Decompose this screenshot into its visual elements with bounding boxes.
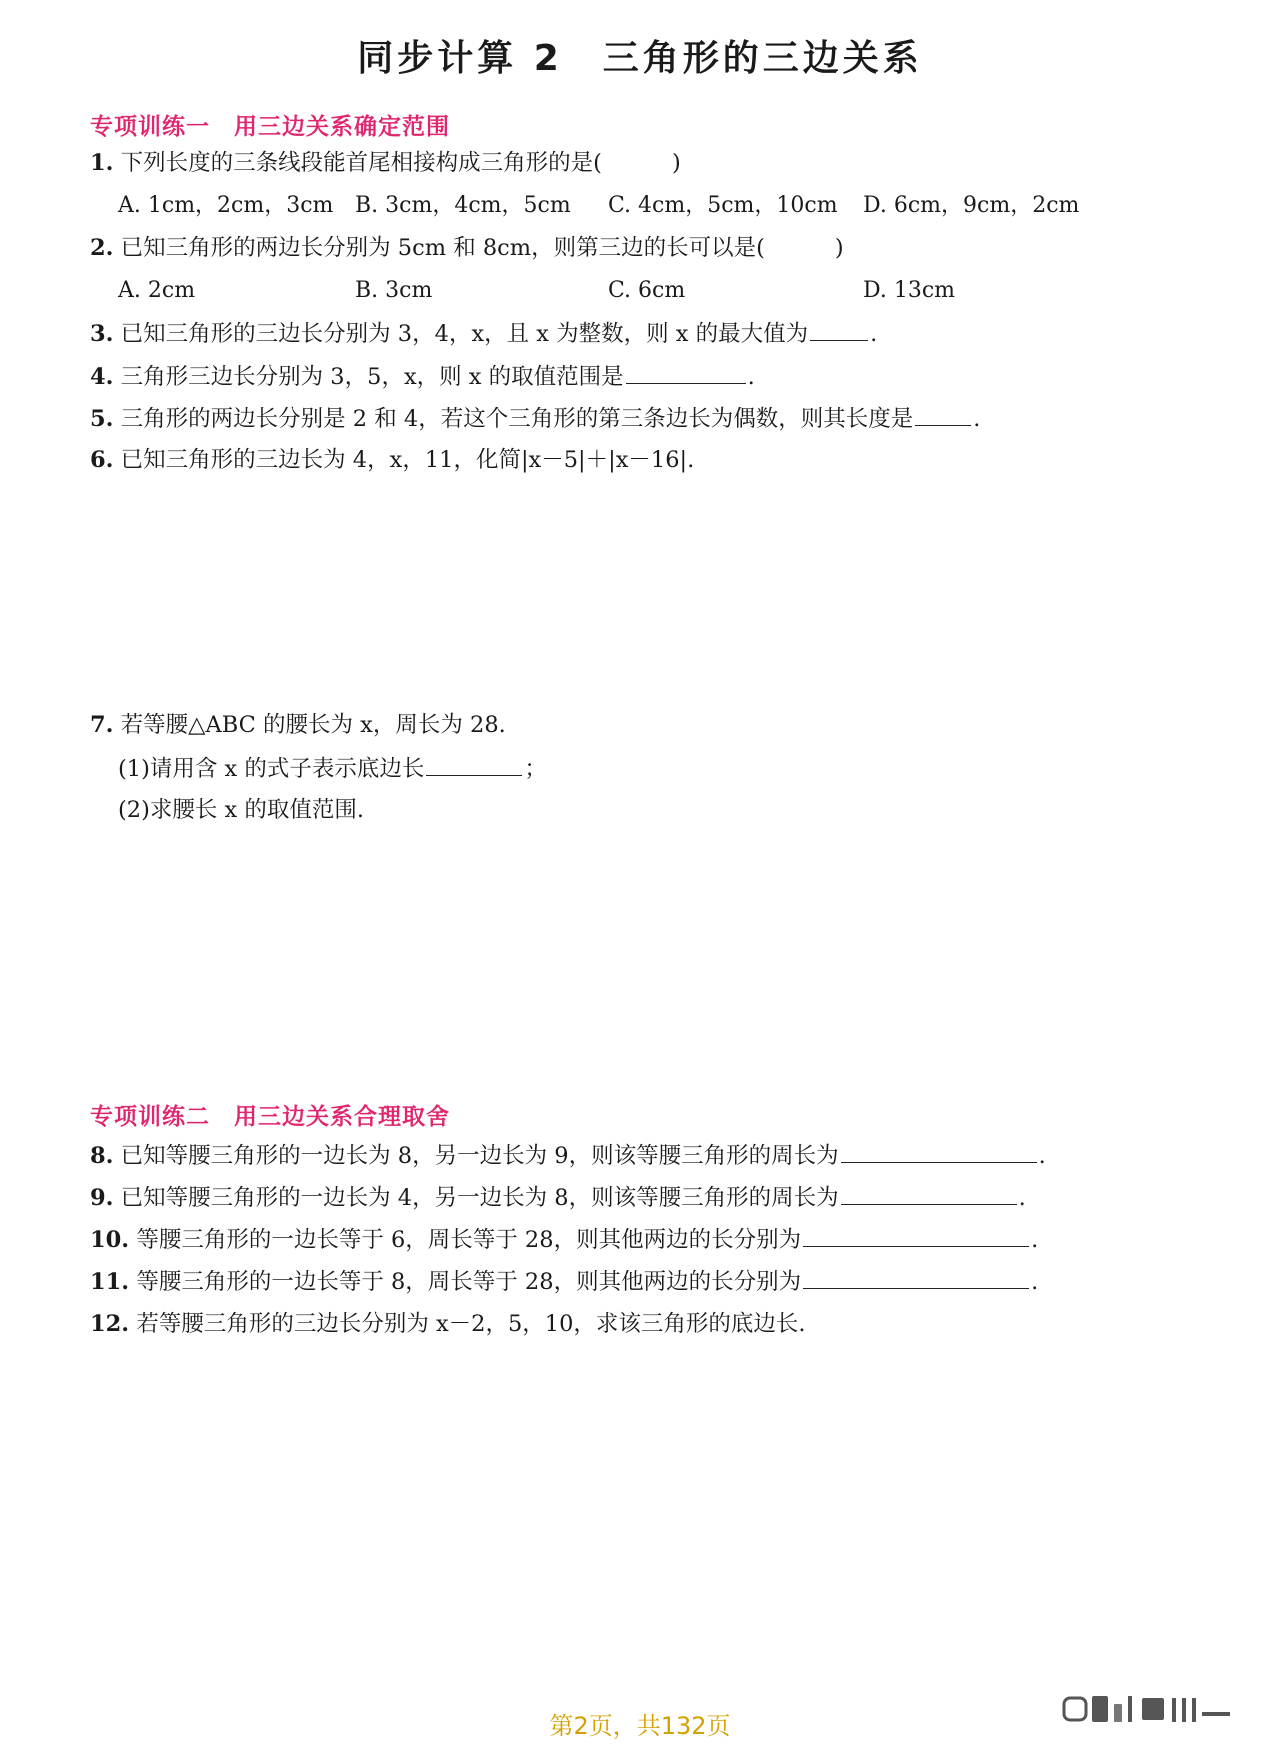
- option-d: D. 6cm，9cm，2cm: [863, 193, 1080, 218]
- question-8: [90, 1140, 1046, 1171]
- question-text: 已知等腰三角形的一边长为 8，另一边长为 9，则该等腰三角形的周长为: [120, 1143, 839, 1169]
- option-c: C. 4cm，5cm，10cm: [608, 193, 838, 218]
- question-number: 6.: [90, 447, 114, 473]
- answer-blank[interactable]: [841, 1140, 1037, 1163]
- question-text: 三角形三边长分别为 3，5，x，则 x 的取值范围是: [120, 364, 624, 390]
- question-9: [90, 1182, 1026, 1213]
- question-text: 已知三角形的三边长分别为 3，4，x，且 x 为整数，则 x 的最大值为: [120, 321, 809, 347]
- question-number: 2.: [90, 235, 114, 261]
- question-12: [90, 1309, 806, 1339]
- answer-blank[interactable]: [803, 1224, 1029, 1247]
- option-d: D. 13cm: [863, 278, 956, 303]
- question-number: 7.: [90, 712, 114, 738]
- page-title: 同步计算 2 三角形的三边关系: [357, 38, 923, 79]
- punctuation: ；: [524, 756, 547, 782]
- punctuation: .: [1018, 1185, 1026, 1211]
- question-6: [90, 445, 694, 475]
- question-text: 等腰三角形的一边长等于 6，周长等于 28，则其他两边的长分别为: [136, 1227, 802, 1253]
- paren-close: ): [671, 150, 681, 176]
- punctuation: .: [870, 321, 878, 347]
- question-text: 若等腰三角形的三边长分别为 x－2，5，10，求该三角形的底边长.: [136, 1311, 806, 1337]
- answer-blank[interactable]: [810, 318, 868, 341]
- answer-blank[interactable]: [803, 1266, 1029, 1289]
- question-1: [90, 148, 681, 178]
- question-7: [90, 710, 506, 740]
- answer-blank[interactable]: [915, 403, 971, 426]
- question-number: 1.: [90, 150, 114, 176]
- question-text: 已知等腰三角形的一边长为 4，另一边长为 8，则该等腰三角形的周长为: [120, 1185, 839, 1211]
- option-b: B. 3cm: [355, 278, 433, 303]
- question-text: 三角形的两边长分别是 2 和 4，若这个三角形的第三条边长为偶数，则其长度是: [120, 406, 914, 432]
- question-11: [90, 1266, 1038, 1297]
- question-7-part-2: (2)求腰长 x 的取值范围.: [118, 797, 365, 823]
- question-number: 11.: [90, 1269, 130, 1295]
- question-7-part-1: [118, 753, 547, 784]
- question-number: 3.: [90, 321, 114, 347]
- question-text: 已知三角形的三边长为 4，x，11，化简|x－5|＋|x－16|.: [120, 447, 695, 473]
- question-3: [90, 318, 877, 349]
- answer-blank[interactable]: [426, 753, 522, 776]
- question-number: 8.: [90, 1143, 114, 1169]
- section-heading-1: 专项训练一 用三边关系确定范围: [90, 114, 450, 140]
- answer-blank[interactable]: [841, 1182, 1017, 1205]
- option-a: A. 1cm，2cm，3cm: [118, 193, 334, 218]
- page-footer: 第2页，共132页: [549, 1712, 731, 1740]
- punctuation: .: [1031, 1227, 1039, 1253]
- question-10: [90, 1224, 1038, 1255]
- question-number: 5.: [90, 406, 114, 432]
- question-number: 4.: [90, 364, 114, 390]
- answer-blank[interactable]: [626, 361, 746, 384]
- question-text: 已知三角形的两边长分别为 5cm 和 8cm，则第三边的长可以是(: [120, 235, 765, 261]
- paren-close: ): [834, 235, 844, 261]
- option-c: C. 6cm: [608, 278, 686, 303]
- question-5: [90, 403, 980, 434]
- option-a: A. 2cm: [118, 278, 196, 303]
- question-2: [90, 233, 844, 263]
- question-number: 12.: [90, 1311, 130, 1337]
- question-4: [90, 361, 755, 392]
- punctuation: .: [1031, 1269, 1039, 1295]
- punctuation: .: [973, 406, 981, 432]
- option-b: B. 3cm，4cm，5cm: [355, 193, 571, 218]
- question-text: 下列长度的三条线段能首尾相接构成三角形的是(: [120, 150, 602, 176]
- question-number: 9.: [90, 1185, 114, 1211]
- section-heading-2: 专项训练二 用三边关系合理取舍: [90, 1104, 450, 1130]
- question-text: 若等腰△ABC 的腰长为 x，周长为 28.: [120, 712, 506, 738]
- question-number: 10.: [90, 1227, 130, 1253]
- punctuation: .: [1038, 1143, 1046, 1169]
- question-text: 等腰三角形的一边长等于 8，周长等于 28，则其他两边的长分别为: [136, 1269, 802, 1295]
- sub-question-text: (1)请用含 x 的式子表示底边长: [118, 756, 425, 782]
- punctuation: .: [747, 364, 755, 390]
